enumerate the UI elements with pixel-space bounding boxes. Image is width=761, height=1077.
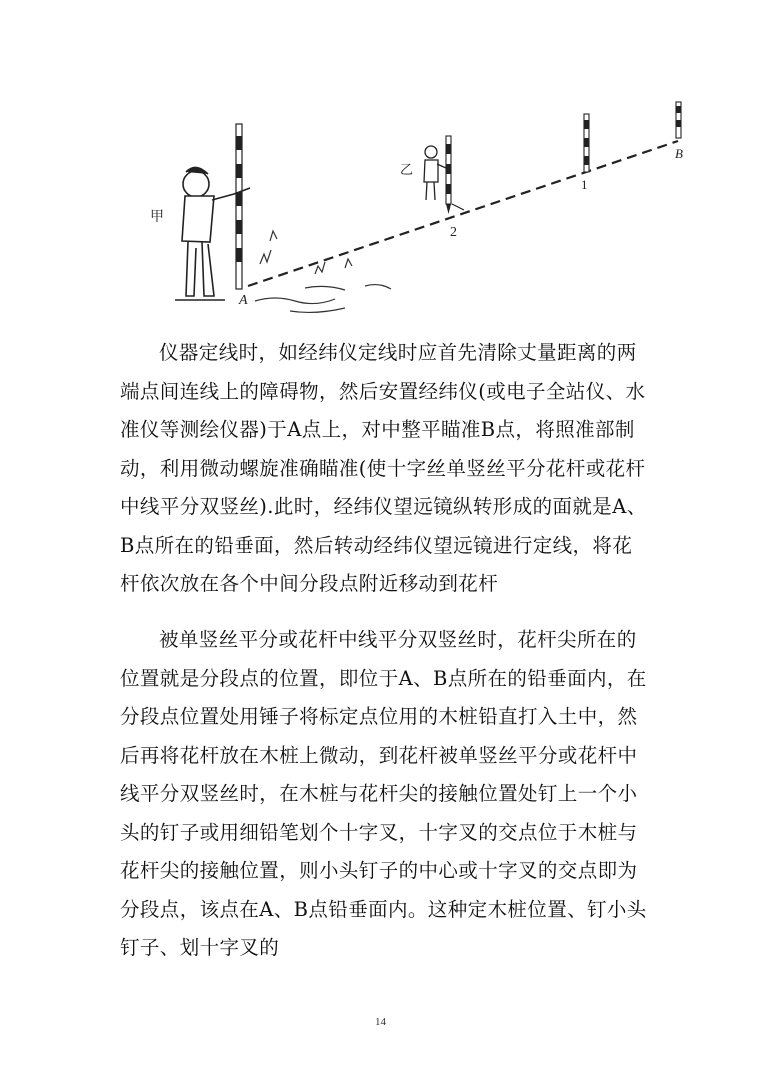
ranging-pole-a	[236, 124, 242, 289]
point-2-pointer	[452, 204, 464, 210]
ranging-pole-1	[584, 114, 589, 172]
label-a: A	[239, 293, 248, 308]
ranging-pole-b	[676, 102, 681, 138]
paragraph-instrument-line-setting: 仪器定线时，如经纬仪定线时应首先清除丈量距离的两端点间连线上的障碍物，然后安置经纬仪(或电子全站仪、水准仪等测绘仪器)于A点上，对中整平瞄准B点，将照准部制动，利用微动螺旋准确瞄准(使十字丝单竖丝平分花杆或花杆中线平分双竖丝).此时，经纬仪望远镜纵转形成的面就是A、B点所在的铅垂面，然后转动经纬仪望远镜进行定线，将花杆依次放在各个中间分段点附近移动到花杆	[120, 341, 647, 595]
paragraph-stake-marking: 被单竖丝平分或花杆中线平分双竖丝时，花杆尖所在的位置就是分段点的位置，即位于A、B点所在的铅垂面内，在分段点位置处用锤子将标定点位用的木桩铅直打入土中，然后再将花杆放在木桩上微动，到花杆被单竖丝平分或花杆中线平分双竖丝时，在木桩与花杆尖的接触位置处钉上一个小头的钉子或用细铅笔划个十字叉，十字叉的交点位于木桩与花杆尖的接触位置，则小头钉子的中心或十字叉的交点即为分段点，该点在A、B点铅垂面内。这种定木桩位置、钉小头钉子、划十字叉的	[120, 628, 647, 959]
ground-texture	[255, 231, 391, 312]
label-2: 2	[450, 225, 457, 240]
page-number: 14	[375, 1016, 386, 1028]
label-b: B	[675, 146, 683, 161]
label-yi: 乙	[400, 162, 414, 177]
line-setting-diagram	[130, 96, 710, 336]
sight-line	[248, 141, 678, 286]
ranging-pole-2	[446, 136, 451, 214]
surveying-illustration	[130, 96, 710, 336]
label-1: 1	[581, 177, 588, 192]
label-jia: 甲	[150, 210, 164, 225]
surveyor-yi	[424, 146, 446, 200]
